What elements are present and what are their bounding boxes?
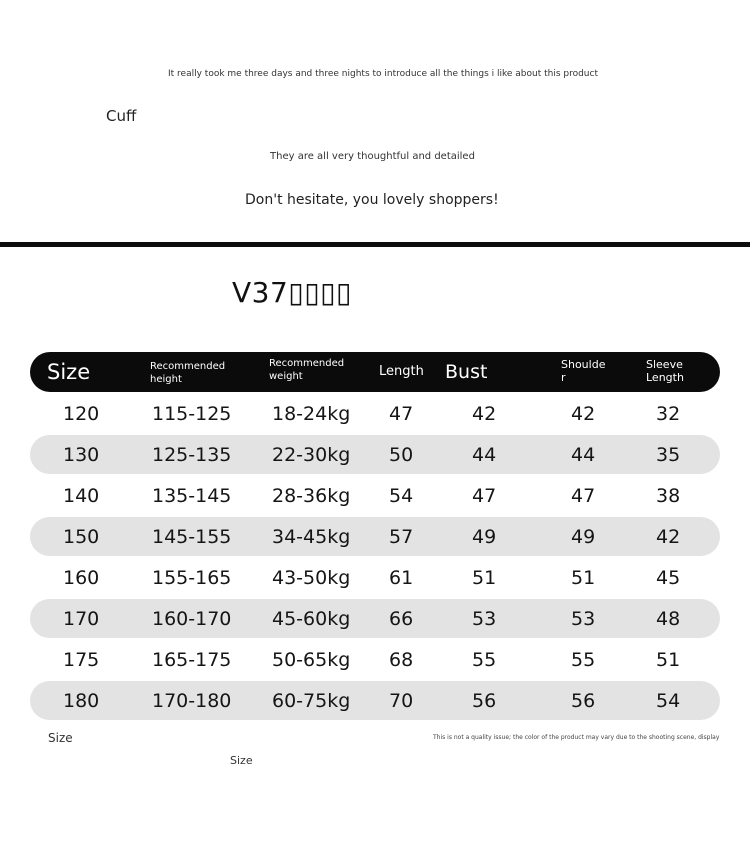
cell-size: 160 (63, 567, 100, 589)
cell-sleeve: 35 (656, 444, 681, 466)
cell-weight: 22-30kg (272, 444, 351, 466)
table-row (30, 640, 720, 679)
cell-length: 54 (389, 485, 414, 507)
header-bust: Bust (445, 361, 488, 383)
cell-shoulder: 44 (571, 444, 596, 466)
cell-weight: 28-36kg (272, 485, 351, 507)
chart-title: V37▯▯▯▯ (232, 276, 352, 309)
cell-weight: 18-24kg (272, 403, 351, 425)
cell-size: 140 (63, 485, 100, 507)
cell-shoulder: 47 (571, 485, 596, 507)
cell-shoulder: 53 (571, 608, 596, 630)
table-row (30, 476, 720, 515)
header-length: Length (379, 364, 424, 379)
cell-bust: 42 (472, 403, 497, 425)
cell-size: 180 (63, 690, 100, 712)
section-divider (0, 242, 750, 247)
table-row (30, 517, 720, 556)
cell-sleeve: 38 (656, 485, 681, 507)
cell-bust: 47 (472, 485, 497, 507)
cell-length: 50 (389, 444, 414, 466)
cell-bust: 51 (472, 567, 497, 589)
cell-size: 130 (63, 444, 100, 466)
size-table-header (30, 352, 720, 392)
cell-bust: 49 (472, 526, 497, 548)
cell-height: 160-170 (152, 608, 232, 630)
cell-sleeve: 45 (656, 567, 681, 589)
cell-sleeve: 42 (656, 526, 681, 548)
cell-weight: 34-45kg (272, 526, 351, 548)
cell-height: 155-165 (152, 567, 232, 589)
cell-length: 66 (389, 608, 414, 630)
header-recommended-weight: Recommended weight (269, 358, 345, 382)
cell-weight: 60-75kg (272, 690, 351, 712)
cell-length: 57 (389, 526, 414, 548)
table-row (30, 681, 720, 720)
cell-bust: 44 (472, 444, 497, 466)
cell-height: 135-145 (152, 485, 232, 507)
header-shoulder: Shoulder (561, 358, 606, 384)
cell-length: 68 (389, 649, 414, 671)
cell-sleeve: 48 (656, 608, 681, 630)
cell-bust: 55 (472, 649, 497, 671)
cell-weight: 50-65kg (272, 649, 351, 671)
cell-sleeve: 51 (656, 649, 681, 671)
cell-height: 115-125 (152, 403, 232, 425)
intro-line: It really took me three days and three nights to introduce all the things i like about this product (168, 69, 598, 79)
cell-height: 170-180 (152, 690, 232, 712)
cell-height: 165-175 (152, 649, 232, 671)
cell-bust: 53 (472, 608, 497, 630)
cell-sleeve: 32 (656, 403, 681, 425)
header-recommended-height: Recommended height (150, 361, 226, 385)
header-sleeve-length: Sleeve Length (646, 358, 684, 384)
cell-shoulder: 56 (571, 690, 596, 712)
cell-weight: 45-60kg (272, 608, 351, 630)
cell-shoulder: 49 (571, 526, 596, 548)
cell-height: 145-155 (152, 526, 232, 548)
cell-size: 175 (63, 649, 100, 671)
cell-weight: 43-50kg (272, 567, 351, 589)
cuff-label: Cuff (106, 107, 137, 125)
cell-size: 120 (63, 403, 100, 425)
cell-length: 70 (389, 690, 414, 712)
cell-size: 150 (63, 526, 100, 548)
cell-bust: 56 (472, 690, 497, 712)
hesitate-line: Don't hesitate, you lovely shoppers! (245, 192, 499, 208)
cell-shoulder: 51 (571, 567, 596, 589)
footer-disclaimer: This is not a quality issue; the color of the product may vary due to the shooting scene, display (433, 734, 720, 741)
header-size: Size (47, 360, 91, 384)
cell-length: 61 (389, 567, 414, 589)
table-row (30, 558, 720, 597)
cell-length: 47 (389, 403, 414, 425)
cell-height: 125-135 (152, 444, 232, 466)
cell-sleeve: 54 (656, 690, 681, 712)
thoughtful-line: They are all very thoughtful and detailed (270, 151, 475, 162)
table-row (30, 394, 720, 433)
cell-shoulder: 42 (571, 403, 596, 425)
cell-size: 170 (63, 608, 100, 630)
footer-size-label: Size (48, 731, 73, 745)
cell-shoulder: 55 (571, 649, 596, 671)
footer-size-label-secondary: Size (230, 754, 253, 767)
table-row (30, 435, 720, 474)
table-row (30, 599, 720, 638)
